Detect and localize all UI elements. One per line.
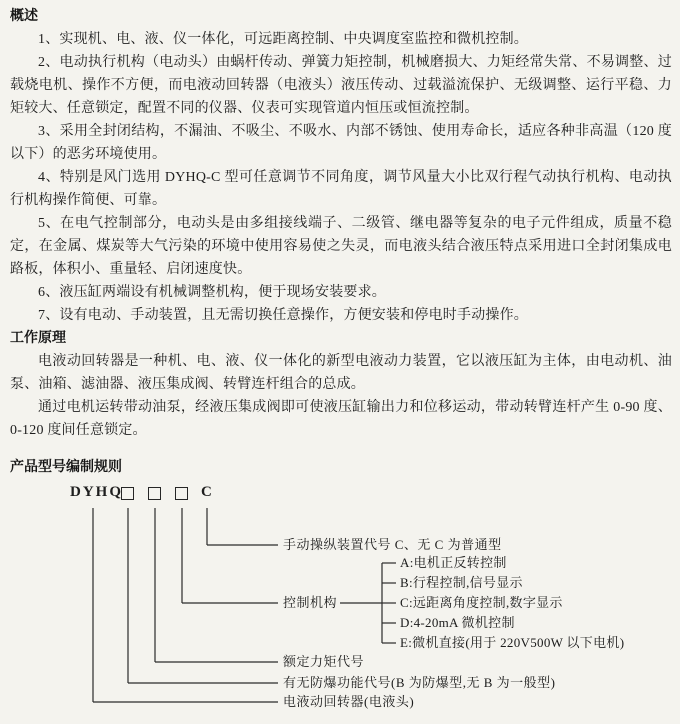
control-option-a: A:电机正反转控制 — [400, 555, 507, 570]
overview-item-5: 5、在电气控制部分，电动头是由多组接线端子、二级管、继电器等复杂的电子元件组成，质量不稳定，在金属、煤炭等大气污染的环境中使用容易使之失灵，而电液头结合液压特点采用进口全封闭集成电路板，体积小、重量轻、启闭速度快。 — [10, 216, 672, 277]
working-principle-paragraph-2: 通过电机运转带动油泵，经液压集成阀即可使液压缸输出力和位移运动，带动转臂连杆产生 0-90 度、0-120 度间任意锁定。 — [10, 400, 672, 438]
model-code-suffix: C — [201, 484, 212, 500]
model-code-box-3 — [175, 487, 188, 500]
model-code-box-2 — [148, 487, 161, 500]
callout-device-name: 电液动回转器(电液头) — [283, 694, 415, 709]
control-option-e: E:微机直接(用于 220V500W 以下电机) — [400, 635, 625, 650]
model-code-prefix: DYHQ — [70, 484, 123, 500]
overview-item-1: 1、实现机、电、液、仪一体化，可远距离控制、中央调度室监控和微机控制。 — [38, 32, 528, 47]
callout-rated-torque: 额定力矩代号 — [283, 654, 365, 669]
model-code-diagram — [0, 479, 680, 724]
model-code-box-1 — [121, 487, 134, 500]
callout-explosion-proof: 有无防爆功能代号(B 为防爆型,无 B 为一般型) — [283, 675, 556, 690]
overview-heading: 概述 — [10, 9, 38, 24]
overview-item-2: 2、电动执行机构（电动头）由蜗杆传动、弹簧力矩控制，机械磨损大、力矩经常失常、不易调整、过载烧电机、操作不方便，而电液动回转器（电液头）液压传动、过载溢流保护、无级调整、运行平稳、力矩较大、任意锁定，配置不同的仪器、仪表可实现管道内恒压或恒流控制。 — [10, 55, 672, 116]
model-rules-heading: 产品型号编制规则 — [10, 460, 122, 475]
control-option-d: D:4-20mA 微机控制 — [400, 615, 515, 630]
working-principle-paragraph-1: 电液动回转器是一种机、电、液、仪一体化的新型电液动力装置，它以液压缸为主体，由电动机、油泵、油箱、滤油器、液压集成阀、转臂连杆组合的总成。 — [10, 354, 672, 392]
control-option-b: B:行程控制,信号显示 — [400, 575, 523, 590]
control-option-c: C:远距离角度控制,数字显示 — [400, 595, 563, 610]
overview-item-3: 3、采用全封闭结构，不漏油、不吸尘、不吸水、内部不锈蚀、使用寿命长，适应各种非高温（120 度以下）的恶劣环境使用。 — [10, 124, 672, 162]
working-principle-heading: 工作原理 — [10, 331, 66, 346]
callout-control-mechanism: 控制机构 — [283, 595, 338, 610]
overview-item-6: 6、液压缸两端设有机械调整机构，便于现场安装要求。 — [38, 285, 386, 300]
overview-item-4: 4、特别是风门选用 DYHQ-C 型可任意调节不同角度，调节风量大小比双行程气动执行机构、电动执行机构操作简便、可靠。 — [10, 170, 672, 208]
overview-item-7: 7、设有电动、手动装置，且无需切换任意操作，方便安装和停电时手动操作。 — [38, 308, 528, 323]
callout-manual-device: 手动操纵装置代号 C、无 C 为普通型 — [283, 537, 502, 552]
